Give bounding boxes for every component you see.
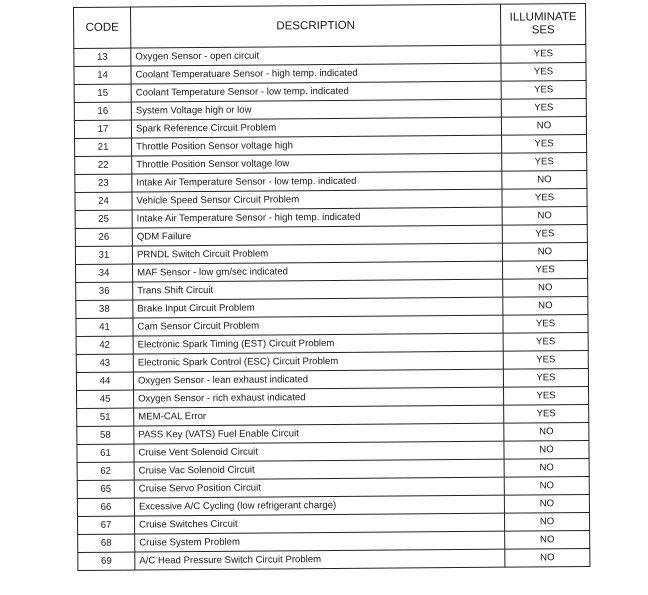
diagnostic-code-table: [73, 3, 590, 571]
ses-cell: NO: [502, 242, 587, 261]
ses-cell: YES: [503, 350, 588, 369]
ses-cell: YES: [503, 386, 588, 405]
ses-cell: NO: [504, 476, 589, 495]
code-cell: 45: [77, 390, 134, 408]
ses-cell: NO: [503, 296, 588, 315]
code-cell: 44: [76, 372, 133, 390]
code-cell: 31: [75, 246, 132, 264]
description-cell: Coolant Temperature Sensor - low temp. indicated: [131, 81, 501, 102]
header-illuminate-ses-label: ILLUMINATE SES: [509, 11, 577, 37]
description-cell: Cruise Servo Position Circuit: [134, 477, 504, 498]
code-cell: 66: [77, 498, 134, 516]
description-cell: Intake Air Temperature Sensor - low temp. indicated: [132, 171, 502, 192]
description-cell: Oxygen Sensor - lean exhaust indicated: [133, 369, 503, 390]
code-cell: 24: [75, 192, 132, 210]
description-cell: MEM-CAL Error: [134, 405, 504, 426]
header-row: [74, 3, 586, 48]
ses-cell: YES: [501, 62, 586, 81]
description-cell: Throttle Position Sensor voltage low: [132, 153, 502, 174]
ses-cell: YES: [503, 368, 588, 387]
ses-cell: YES: [503, 314, 588, 333]
code-cell: 62: [77, 462, 134, 480]
code-cell: 51: [77, 408, 134, 426]
header-code: CODE: [74, 7, 131, 48]
code-cell: 68: [78, 534, 135, 552]
description-cell: System Voltage high or low: [131, 99, 501, 120]
code-cell: 38: [76, 300, 133, 318]
description-cell: PASS Key (VATS) Fuel Enable Circuit: [134, 423, 504, 444]
code-cell: 25: [75, 210, 132, 228]
code-cell: 58: [77, 426, 134, 444]
table-row: [78, 548, 590, 570]
description-cell: Oxygen Sensor - open circuit: [131, 45, 501, 66]
description-cell: Excessive A/C Cycling (low refrigerant charge): [134, 495, 504, 516]
description-cell: Vehicle Speed Sensor Circuit Problem: [132, 189, 502, 210]
description-cell: Brake Input Circuit Problem: [133, 297, 503, 318]
ses-cell: YES: [503, 260, 588, 279]
code-cell: 23: [75, 174, 132, 192]
description-cell: Cruise Vent Solenoid Circuit: [134, 441, 504, 462]
code-cell: 34: [76, 264, 133, 282]
ses-cell: YES: [502, 152, 587, 171]
description-cell: Electronic Spark Control (ESC) Circuit Problem: [133, 351, 503, 372]
ses-cell: YES: [502, 188, 587, 207]
code-cell: 43: [76, 354, 133, 372]
ses-cell: NO: [502, 170, 587, 189]
ses-cell: YES: [501, 80, 586, 99]
description-cell: MAF Sensor - low gm/sec indicated: [133, 261, 503, 282]
code-cell: 41: [76, 318, 133, 336]
ses-cell: NO: [504, 440, 589, 459]
description-cell: PRNDL Switch Circuit Problem: [132, 243, 502, 264]
description-cell: Intake Air Temperature Sensor - high temp. indicated: [132, 207, 502, 228]
description-cell: A/C Head Pressure Switch Circuit Problem: [135, 549, 505, 570]
ses-cell: NO: [501, 116, 586, 135]
ses-cell: NO: [503, 278, 588, 297]
code-cell: 42: [76, 336, 133, 354]
ses-cell: NO: [505, 530, 590, 549]
ses-cell: NO: [504, 422, 589, 441]
ses-cell: NO: [504, 512, 589, 531]
code-cell: 13: [74, 48, 131, 66]
code-cell: 21: [75, 138, 132, 156]
description-cell: Cam Sensor Circuit Problem: [133, 315, 503, 336]
code-cell: 69: [78, 552, 135, 570]
code-cell: 14: [74, 66, 131, 84]
code-cell: 22: [75, 156, 132, 174]
ses-cell: YES: [502, 224, 587, 243]
description-cell: Cruise Switches Circuit: [134, 513, 504, 534]
ses-cell: NO: [504, 494, 589, 513]
description-cell: Throttle Position Sensor voltage high: [132, 135, 502, 156]
code-cell: 67: [78, 516, 135, 534]
code-cell: 61: [77, 444, 134, 462]
code-cell: 16: [74, 102, 131, 120]
description-cell: Cruise System Problem: [135, 531, 505, 552]
code-cell: 15: [74, 84, 131, 102]
ses-cell: YES: [502, 134, 587, 153]
code-cell: 36: [76, 282, 133, 300]
code-cell: 65: [77, 480, 134, 498]
description-cell: Electronic Spark Timing (EST) Circuit Problem: [133, 333, 503, 354]
description-cell: Coolant Temperatuare Sensor - high temp. indicated: [131, 63, 501, 84]
ses-cell: NO: [505, 548, 590, 567]
header-description: DESCRIPTION: [131, 4, 501, 48]
ses-cell: NO: [502, 206, 587, 225]
table-body: [74, 44, 590, 570]
description-cell: Spark Reference Circuit Problem: [131, 117, 501, 138]
description-cell: Cruise Vac Solenoid Circuit: [134, 459, 504, 480]
ses-cell: YES: [504, 404, 589, 423]
description-cell: Oxygen Sensor - rich exhaust indicated: [134, 387, 504, 408]
ses-cell: YES: [501, 98, 586, 117]
header-illuminate-ses: [500, 3, 585, 45]
code-cell: 17: [74, 120, 131, 138]
code-cell: 26: [75, 228, 132, 246]
description-cell: QDM Failure: [132, 225, 502, 246]
description-cell: Trans Shift Circuit: [133, 279, 503, 300]
ses-cell: YES: [501, 44, 586, 63]
ses-cell: NO: [504, 458, 589, 477]
ses-cell: YES: [503, 332, 588, 351]
